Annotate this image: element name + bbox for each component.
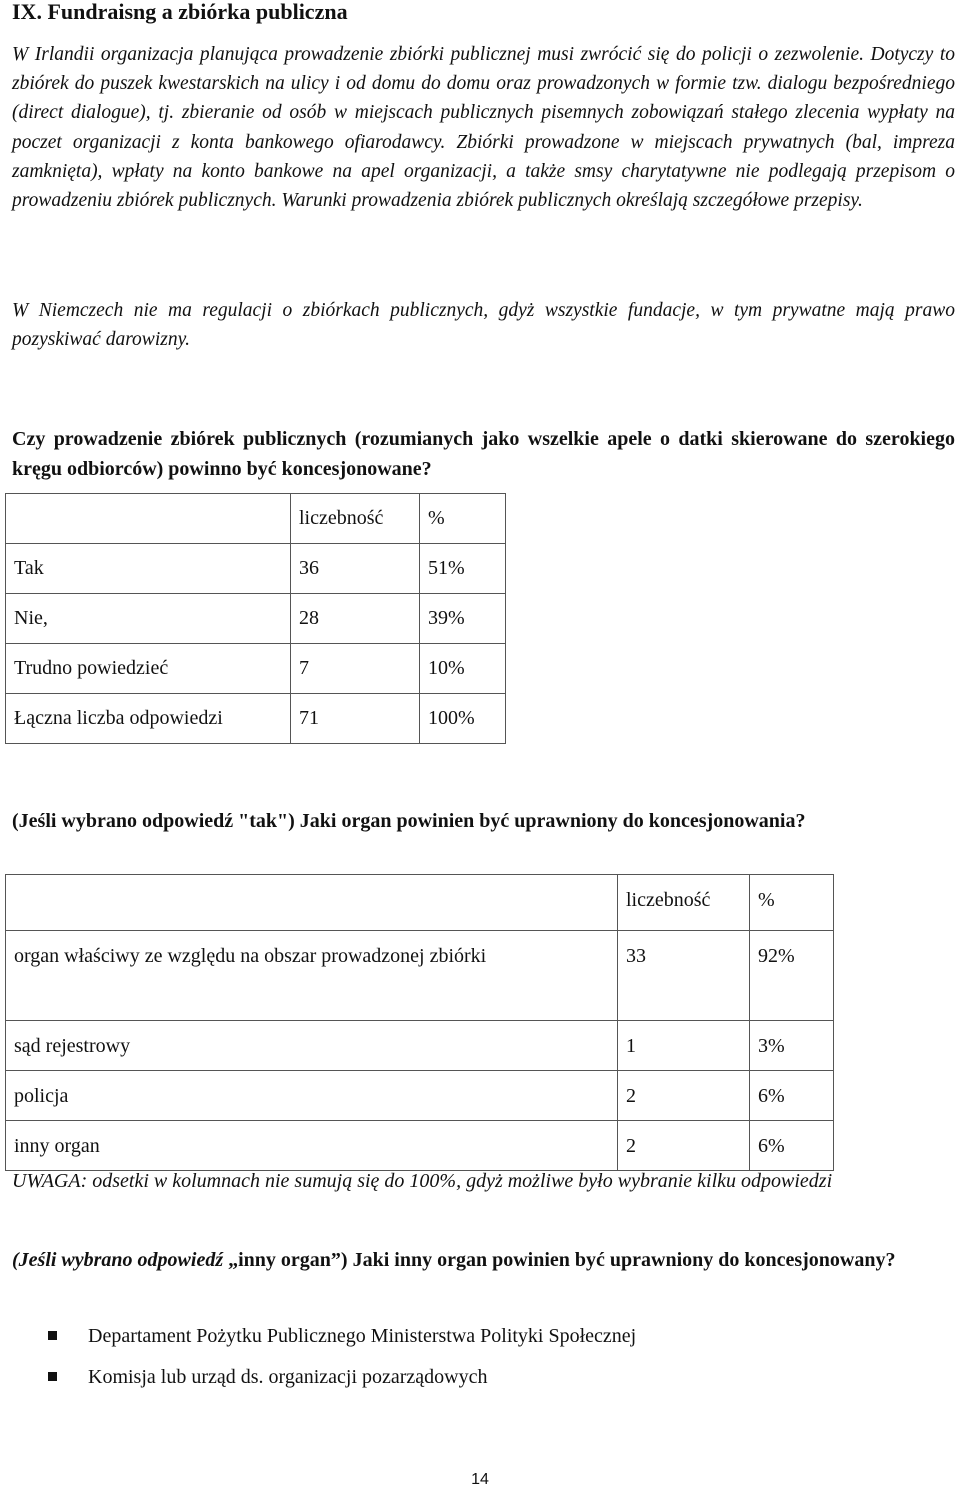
question-authority: (Jeśli wybrano odpowiedź "tak") Jaki organ powinien być uprawniony do koncesjonowania? <box>12 810 806 832</box>
question-other-authority <box>12 1246 955 1276</box>
row-label: Nie, <box>6 594 291 644</box>
row-count: 28 <box>291 594 420 644</box>
row-count: 36 <box>291 544 420 594</box>
table-row <box>6 931 834 1021</box>
table-header-row <box>6 875 834 931</box>
authority-results-table <box>5 874 834 1171</box>
question-other-authority-intro: (Jeśli wybrano odpowiedź <box>12 1249 224 1271</box>
row-count: 2 <box>618 1071 750 1121</box>
row-label: sąd rejestrowy <box>6 1021 618 1071</box>
row-percent: 92% <box>750 931 834 1021</box>
row-label: policja <box>6 1071 618 1121</box>
paragraph-ireland-sentence-2: Zbiórki prowadzone w miejscach prywatnych (bal, impreza zamknięta), wpłaty na konto bankowe na apel organizacji, a także smsy charytatywne nie podlegają przepisom o prowadzeniu zbiórek publicznych. Warunki prowadzenia zbiórek publicznych określają szczegółowe przepisy. <box>12 131 955 212</box>
paragraph-ireland <box>12 40 955 215</box>
licensing-results-table <box>5 493 506 744</box>
row-count: 33 <box>618 931 750 1021</box>
table-row <box>6 594 506 644</box>
page-number: 14 <box>471 1471 489 1488</box>
row-percent: 6% <box>750 1121 834 1171</box>
list-item <box>44 1322 636 1350</box>
row-count: 2 <box>618 1121 750 1171</box>
table-row <box>6 544 506 594</box>
table-header-row <box>6 494 506 544</box>
row-count: 71 <box>291 694 420 744</box>
table-header-percent: % <box>420 494 506 544</box>
paragraph-germany <box>12 296 955 354</box>
row-label: inny organ <box>6 1121 618 1171</box>
table-header-cell <box>6 875 618 931</box>
section-title: IX. Fundraisng a zbiórka publiczna <box>12 0 348 24</box>
row-count: 7 <box>291 644 420 694</box>
table-header-count: liczebność <box>618 875 750 931</box>
table-header-percent: % <box>750 875 834 931</box>
square-bullet-icon <box>48 1372 57 1381</box>
row-percent: 3% <box>750 1021 834 1071</box>
answers-list <box>44 1322 636 1404</box>
row-percent: 100% <box>420 694 506 744</box>
table-row <box>6 644 506 694</box>
table-row <box>6 1071 834 1121</box>
list-item <box>44 1363 636 1391</box>
row-percent: 39% <box>420 594 506 644</box>
paragraph-germany-text: W Niemczech nie ma regulacji o zbiórkach publicznych, gdyż wszystkie fundacje, w tym prywatne mają prawo pozyskiwać darowizny. <box>12 300 955 351</box>
table-header-cell <box>6 494 291 544</box>
row-label: organ właściwy ze względu na obszar prowadzonej zbiórki <box>6 931 618 1021</box>
row-label: Trudno powiedzieć <box>6 644 291 694</box>
percentage-note <box>12 1167 955 1197</box>
row-percent: 10% <box>420 644 506 694</box>
row-percent: 6% <box>750 1071 834 1121</box>
question-licensing: Czy prowadzenie zbiórek publicznych (rozumianych jako wszelkie apele o datki skierowane do szerokiego kręgu odbiorców) powinno być koncesjonowane? <box>12 428 955 480</box>
row-count: 1 <box>618 1021 750 1071</box>
percentage-note-text: UWAGA: odsetki w kolumnach nie sumują się do 100%, gdyż możliwe było wybranie kilku odpowiedzi <box>12 1170 833 1192</box>
list-item-text: Komisja lub urząd ds. organizacji pozarządowych <box>88 1366 488 1388</box>
table-header-count: liczebność <box>291 494 420 544</box>
table-row <box>6 1021 834 1071</box>
row-percent: 51% <box>420 544 506 594</box>
row-label: Łączna liczba odpowiedzi <box>6 694 291 744</box>
square-bullet-icon <box>48 1331 57 1340</box>
table-row <box>6 694 506 744</box>
question-other-authority-text: „inny organ”) Jaki inny organ powinien być uprawniony do koncesjonowany? <box>228 1249 896 1271</box>
list-item-text: Departament Pożytku Publicznego Ministerstwa Polityki Społecznej <box>88 1325 637 1347</box>
paragraph-ireland-sentence-1: W Irlandii organizacja planująca prowadzenie zbiórki publicznej musi zwrócić się do policji o zezwolenie. Dotyczy to zbiórek do puszek kwestarskich na ulicy i od domu do domu oraz prowadzonych w formie tzw. dialogu bezpośredniego (direct dialogue), tj. zbieranie od osób w miejscach publicznych pisemnych zobowiązań stałego zlecenia wypłaty na poczet organizacji z konta bankowego ofiarodawcy. <box>12 44 955 153</box>
row-label: Tak <box>6 544 291 594</box>
table-row <box>6 1121 834 1171</box>
